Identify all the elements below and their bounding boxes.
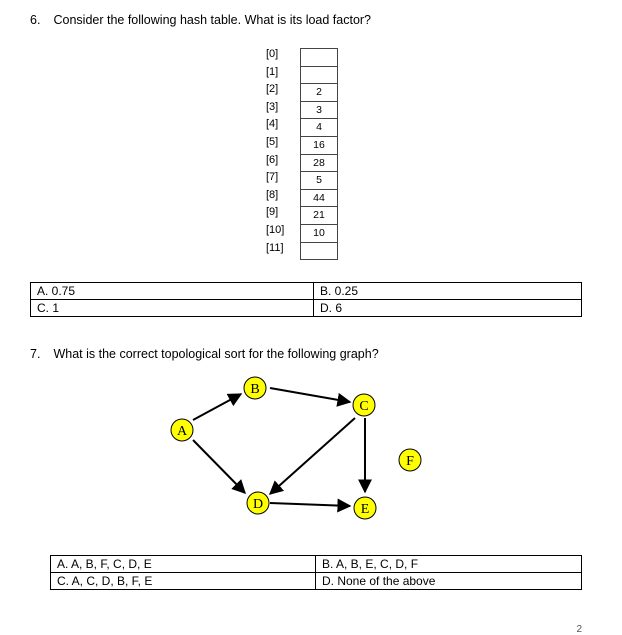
- node-c-label: C: [359, 399, 369, 414]
- hash-index: [11]: [266, 241, 284, 254]
- hash-cell: 16: [301, 137, 337, 155]
- node-f: [399, 449, 421, 471]
- hash-cell: 3: [301, 102, 337, 120]
- node-d: [247, 492, 269, 514]
- hash-index: [7]: [266, 171, 279, 184]
- edge-b-c: [270, 388, 350, 402]
- hash-index: [8]: [266, 188, 279, 201]
- option-a[interactable]: A. A, B, F, C, D, E: [51, 556, 316, 573]
- question-7-options: [50, 555, 582, 590]
- hash-index: [3]: [266, 100, 279, 113]
- hash-cell: 5: [301, 172, 337, 190]
- hash-cell: 10: [301, 225, 337, 243]
- option-d[interactable]: D. 6: [314, 300, 582, 317]
- hash-index: [1]: [266, 65, 279, 78]
- question-7-number: 7.: [30, 347, 41, 361]
- option-c[interactable]: C. A, C, D, B, F, E: [51, 573, 316, 590]
- node-a-label: A: [176, 424, 188, 439]
- hash-index: [2]: [266, 83, 279, 96]
- question-7-text: What is the correct topological sort for the following graph?: [53, 347, 379, 361]
- edge-a-b: [193, 394, 241, 420]
- option-c[interactable]: C. 1: [31, 300, 314, 317]
- edge-a-d: [193, 440, 245, 493]
- hash-index: [4]: [266, 118, 279, 131]
- option-a[interactable]: A. 0.75: [31, 283, 314, 300]
- hash-index: [9]: [266, 206, 279, 219]
- node-b: [244, 377, 266, 399]
- hash-cell: 44: [301, 190, 337, 208]
- hash-index: [10]: [266, 223, 285, 236]
- node-a: [171, 419, 193, 441]
- node-c: [353, 394, 375, 416]
- edge-d-e: [270, 503, 350, 506]
- question-6-number: 6.: [30, 13, 41, 27]
- node-e: [354, 497, 376, 519]
- hash-cell: 4: [301, 119, 337, 137]
- edge-c-d: [270, 418, 355, 494]
- hash-cell: 28: [301, 155, 337, 173]
- option-b[interactable]: B. 0.25: [314, 283, 582, 300]
- question-6-text: Consider the following hash table. What is its load factor?: [53, 13, 372, 27]
- option-d[interactable]: D. None of the above: [316, 573, 582, 590]
- node-d-label: D: [252, 497, 264, 512]
- page-number: 2: [576, 624, 582, 635]
- hash-index: [0]: [266, 48, 279, 60]
- node-e-label: E: [360, 502, 370, 517]
- node-b-label: B: [250, 382, 260, 397]
- node-f-label: F: [406, 454, 414, 469]
- hash-index: [6]: [266, 153, 279, 166]
- hash-cell: 2: [301, 84, 337, 102]
- option-b[interactable]: B. A, B, E, C, D, F: [316, 556, 582, 573]
- hash-cell: 21: [301, 207, 337, 225]
- hash-index: [5]: [266, 135, 279, 148]
